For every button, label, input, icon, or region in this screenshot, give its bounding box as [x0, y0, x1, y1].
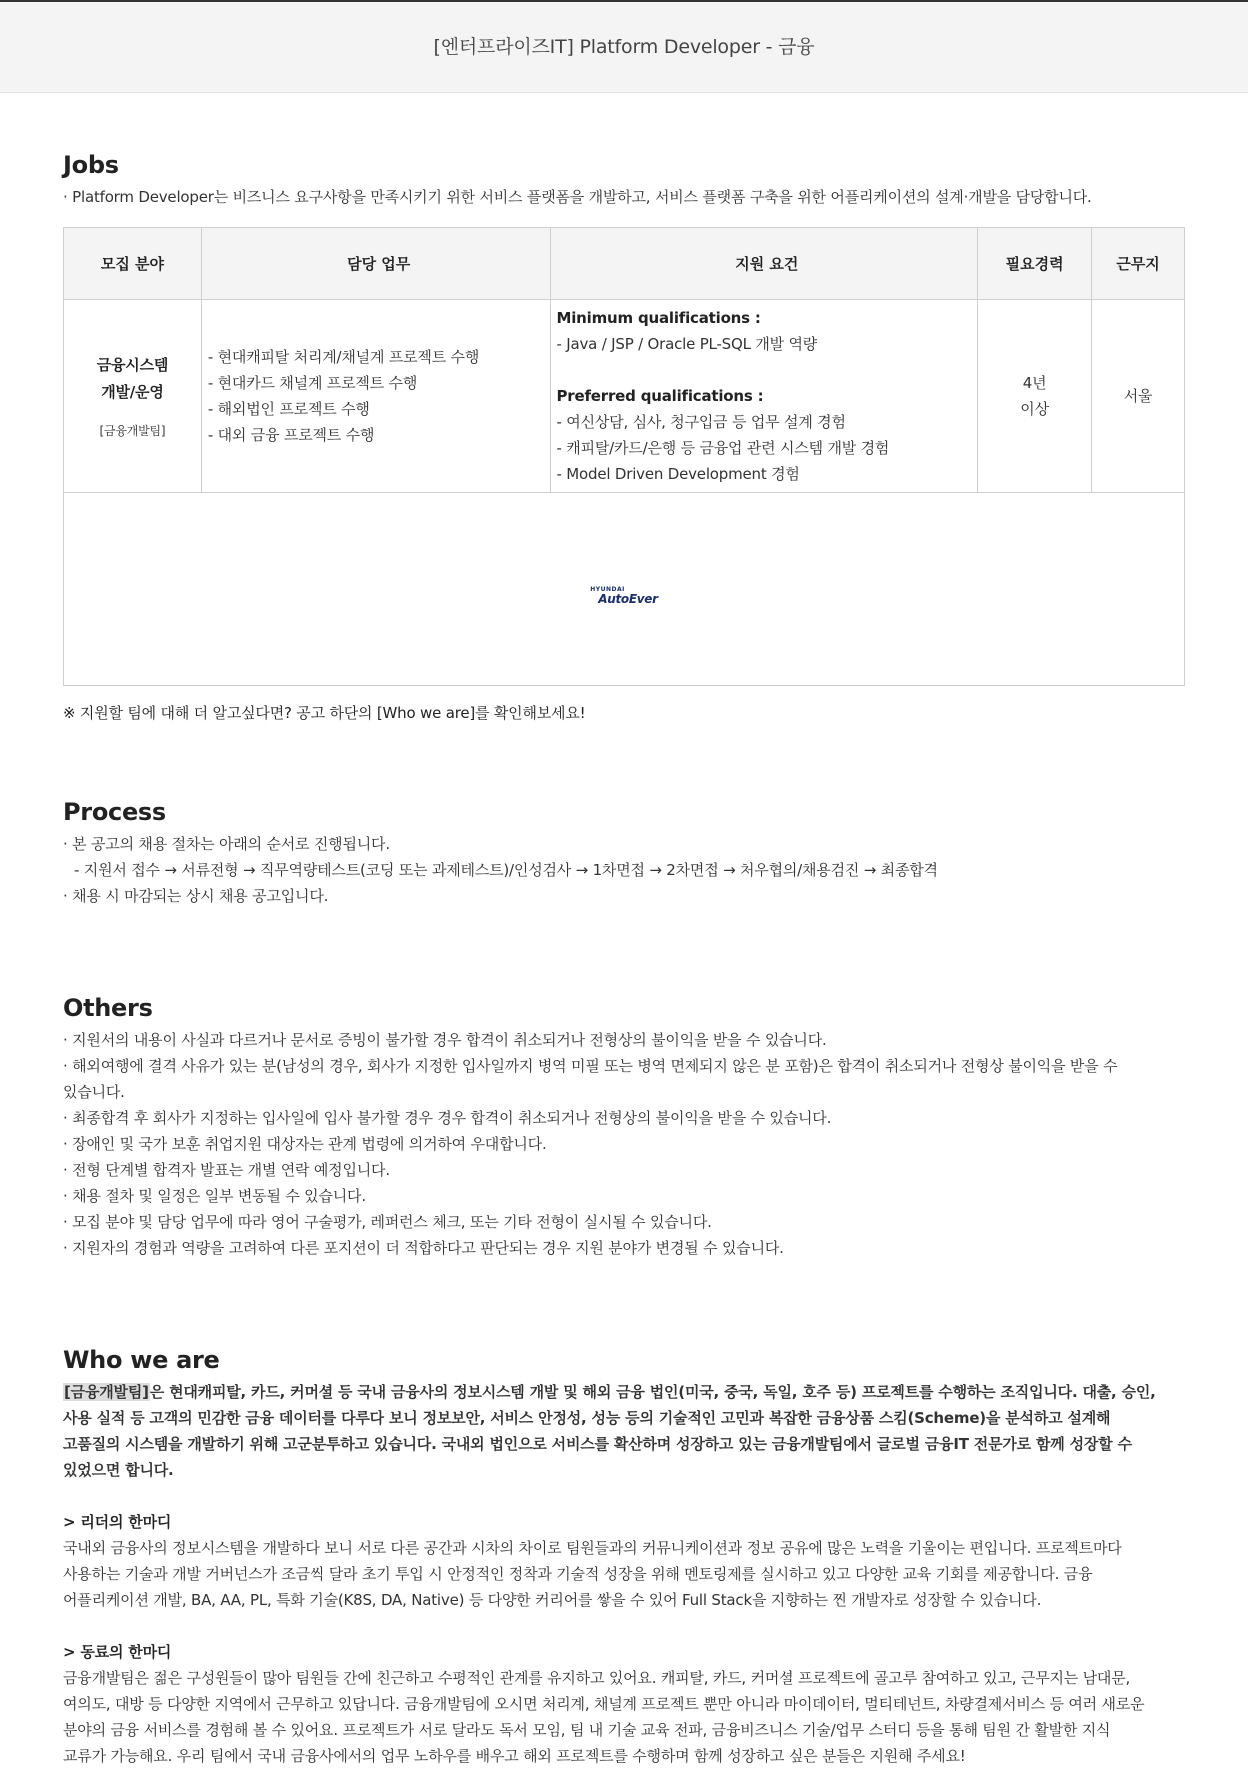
process-steps: - 지원서 접수 → 서류전형 → 직무역량테스트(코딩 또는 과제테스트)/인성검사 → 1차면접 → 2차면접 → 처우협의/채용검진 → 최종합격 [74, 861, 938, 879]
leader-comment-title: > 리더의 한마디 [63, 1513, 172, 1531]
who-we-are-title: Who we are [63, 1346, 220, 1374]
hyundai-autoever-logo [590, 587, 658, 605]
posting-content [63, 148, 1186, 1769]
preferred-qualification-item: - 캐피탈/카드/은행 등 금융업 관련 시스템 개발 경험 [556, 439, 890, 457]
header-experience: 필요경력 [978, 228, 1092, 300]
jobs-table [63, 227, 1185, 686]
others-section [63, 991, 1186, 1261]
jobs-note: ※ 지원할 팀에 대해 더 알고싶다면? 공고 하단의 [Who we are]를 확인해보세요! [63, 704, 586, 722]
process-title: Process [63, 798, 166, 826]
header-field: 모집 분야 [64, 228, 202, 300]
page-title: [엔터프라이즈IT] Platform Developer - 금융 [433, 36, 815, 58]
process-line: · 채용 시 마감되는 상시 채용 공고입니다. [63, 887, 329, 905]
preferred-qualifications-title: Preferred qualifications : [556, 387, 764, 405]
min-qualification-item: - Java / JSP / Oracle PL-SQL 개발 역량 [556, 335, 818, 353]
others-line: · 지원자의 경험과 역량을 고려하여 다른 포지션이 더 적합하다고 판단되는 경우 지원 분야가 변경될 수 있습니다. [63, 1239, 784, 1257]
team-tag: [금융개발팀] [64, 1383, 149, 1401]
header-location: 근무지 [1092, 228, 1185, 300]
duty-item: - 현대카드 채널계 프로젝트 수행 [207, 374, 418, 392]
colleague-comment-line: 금융개발팀은 젊은 구성원들이 많아 팀원들 간에 친근하고 수평적인 관계를 유지하고 있어요. 캐피탈, 카드, 커머셜 프로젝트에 골고루 참여하고 있고, 근무지는 남대문, [63, 1669, 1131, 1687]
logo-brand-main: AutoEver [598, 592, 658, 606]
preferred-qualification-item: - 여신상담, 심사, 청구입금 등 업무 설계 경험 [556, 413, 846, 431]
team-intro-line: 있었으면 합니다. [63, 1461, 174, 1479]
experience-qualifier: 이상 [1020, 400, 1049, 418]
jobs-title: Jobs [63, 151, 119, 179]
team-intro-line: 고품질의 시스템을 개발하기 위해 고군분투하고 있습니다. 국내외 법인으로 서비스를 확산하며 성장하고 있는 금융개발팀에서 글로벌 금융IT 전문가로 함께 성장할 수 [63, 1435, 1132, 1453]
jobs-section [63, 148, 1186, 726]
others-line: · 최종합격 후 회사가 지정하는 입사일에 입사 불가할 경우 경우 합격이 취소되거나 전형상의 불이익을 받을 수 있습니다. [63, 1109, 832, 1127]
others-line: · 모집 분야 및 담당 업무에 따라 영어 구술평가, 레퍼런스 체크, 또는 기타 전형이 실시될 수 있습니다. [63, 1213, 712, 1231]
jobs-table-header-row [64, 228, 1185, 300]
field-team: [금융개발팀] [99, 424, 166, 438]
duty-item: - 현대캐피탈 처리계/채널계 프로젝트 수행 [207, 348, 480, 366]
field-cell [64, 300, 202, 493]
others-line: · 지원서의 내용이 사실과 다르거나 문서로 증빙이 불가할 경우 합격이 취소되거나 전형상의 불이익을 받을 수 있습니다. [63, 1031, 827, 1049]
field-name-line-1: 금융시스템 [96, 356, 169, 374]
table-row [64, 300, 1185, 493]
colleague-comment-line: 분야의 금융 서비스를 경험해 볼 수 있어요. 프로젝트가 서로 달라도 독서 모임, 팀 내 기술 교육 전파, 금융비즈니스 기술/업무 스터디 등을 통해 팀원 간 활발한 지식 [63, 1721, 1111, 1739]
others-line: · 채용 절차 및 일정은 일부 변동될 수 있습니다. [63, 1187, 366, 1205]
others-line: · 장애인 및 국가 보훈 취업지원 대상자는 관계 법령에 의거하여 우대합니다. [63, 1135, 547, 1153]
logo-brand-small: HYUNDAI [590, 586, 625, 593]
colleague-comment-title: > 동료의 한마디 [63, 1643, 172, 1661]
others-line: · 전형 단계별 합격자 발표는 개별 연락 예정입니다. [63, 1161, 390, 1179]
jobs-intro: · Platform Developer는 비즈니스 요구사항을 만족시키기 위한 서비스 플랫폼을 개발하고, 서비스 플랫폼 구축을 위한 어플리케이션의 설계·개발을 담당합니다. [63, 188, 1092, 206]
duty-item: - 대외 금융 프로젝트 수행 [207, 426, 375, 444]
experience-cell [978, 300, 1092, 493]
colleague-comment-line: 교류가 가능해요. 우리 팀에서 국내 금융사에서의 업무 노하우를 배우고 해외 프로젝트를 수행하며 함께 성장하고 싶은 분들은 지원해 주세요! [63, 1747, 966, 1765]
header-duty: 담당 업무 [201, 228, 550, 300]
page-header [0, 2, 1248, 93]
logo-row [64, 493, 1185, 686]
process-line: · 본 공고의 채용 절차는 아래의 순서로 진행됩니다. [63, 835, 390, 853]
field-name-line-2: 개발/운영 [101, 383, 164, 401]
others-title: Others [63, 994, 153, 1022]
experience-years: 4년 [1022, 374, 1047, 392]
others-line: 있습니다. [63, 1083, 125, 1101]
leader-comment-line: 국내외 금융사의 정보시스템을 개발하다 보니 서로 다른 공간과 시차의 차이로 팀원들과의 커뮤니케이션과 정보 공유에 많은 노력을 기울이는 편입니다. 프로젝트마다 [63, 1539, 1122, 1557]
others-line: · 해외여행에 결격 사유가 있는 분(남성의 경우, 회사가 지정한 입사일까지 병역 미필 또는 병역 면제되지 않은 분 포함)은 합격이 취소되거나 전형상 불이익을 받을 수 [63, 1057, 1118, 1075]
header-requirements: 지원 요건 [550, 228, 978, 300]
team-intro-line [63, 1379, 1186, 1405]
leader-comment-line: 사용하는 기술과 개발 거버넌스가 조금씩 달라 초기 투입 시 안정적인 정착과 기술적 성장을 위해 멘토링제를 실시하고 있고 다양한 교육 기회를 제공합니다. 금융 [63, 1565, 1093, 1583]
duty-item: - 해외법인 프로젝트 수행 [207, 400, 370, 418]
location-cell: 서울 [1092, 300, 1185, 493]
who-we-are-section [63, 1343, 1186, 1769]
process-section [63, 795, 1186, 909]
duty-cell [201, 300, 550, 493]
logo-cell [64, 493, 1185, 686]
colleague-comment-line: 여의도, 대방 등 다양한 지역에서 근무하고 있답니다. 금융개발팀에 오시면 처리계, 채널계 프로젝트 뿐만 아니라 마이데이터, 멀티테넌트, 차량결제서비스 등 여러 새로운 [63, 1695, 1145, 1713]
min-qualifications-title: Minimum qualifications : [556, 309, 761, 327]
requirements-cell [550, 300, 978, 493]
leader-comment-line: 어플리케이션 개발, BA, AA, PL, 특화 기술(K8S, DA, Native) 등 다양한 커리어를 쌓을 수 있어 Full Stack을 지향하는 찐 개발자로 성장할 수 있습니다. [63, 1591, 1042, 1609]
preferred-qualification-item: - Model Driven Development 경험 [556, 465, 800, 483]
team-intro-line: 사용 실적 등 고객의 민감한 금융 데이터를 다루다 보니 정보보안, 서비스 안정성, 성능 등의 기술적인 고민과 복잡한 금융상품 스킴(Scheme)을 분석하고 설계해 [63, 1409, 1111, 1427]
team-intro-text: 은 현대캐피탈, 카드, 커머셜 등 국내 금융사의 정보시스템 개발 및 해외 금융 법인(미국, 중국, 독일, 호주 등) 프로젝트를 수행하는 조직입니다. 대출, 승인, [149, 1383, 1156, 1401]
